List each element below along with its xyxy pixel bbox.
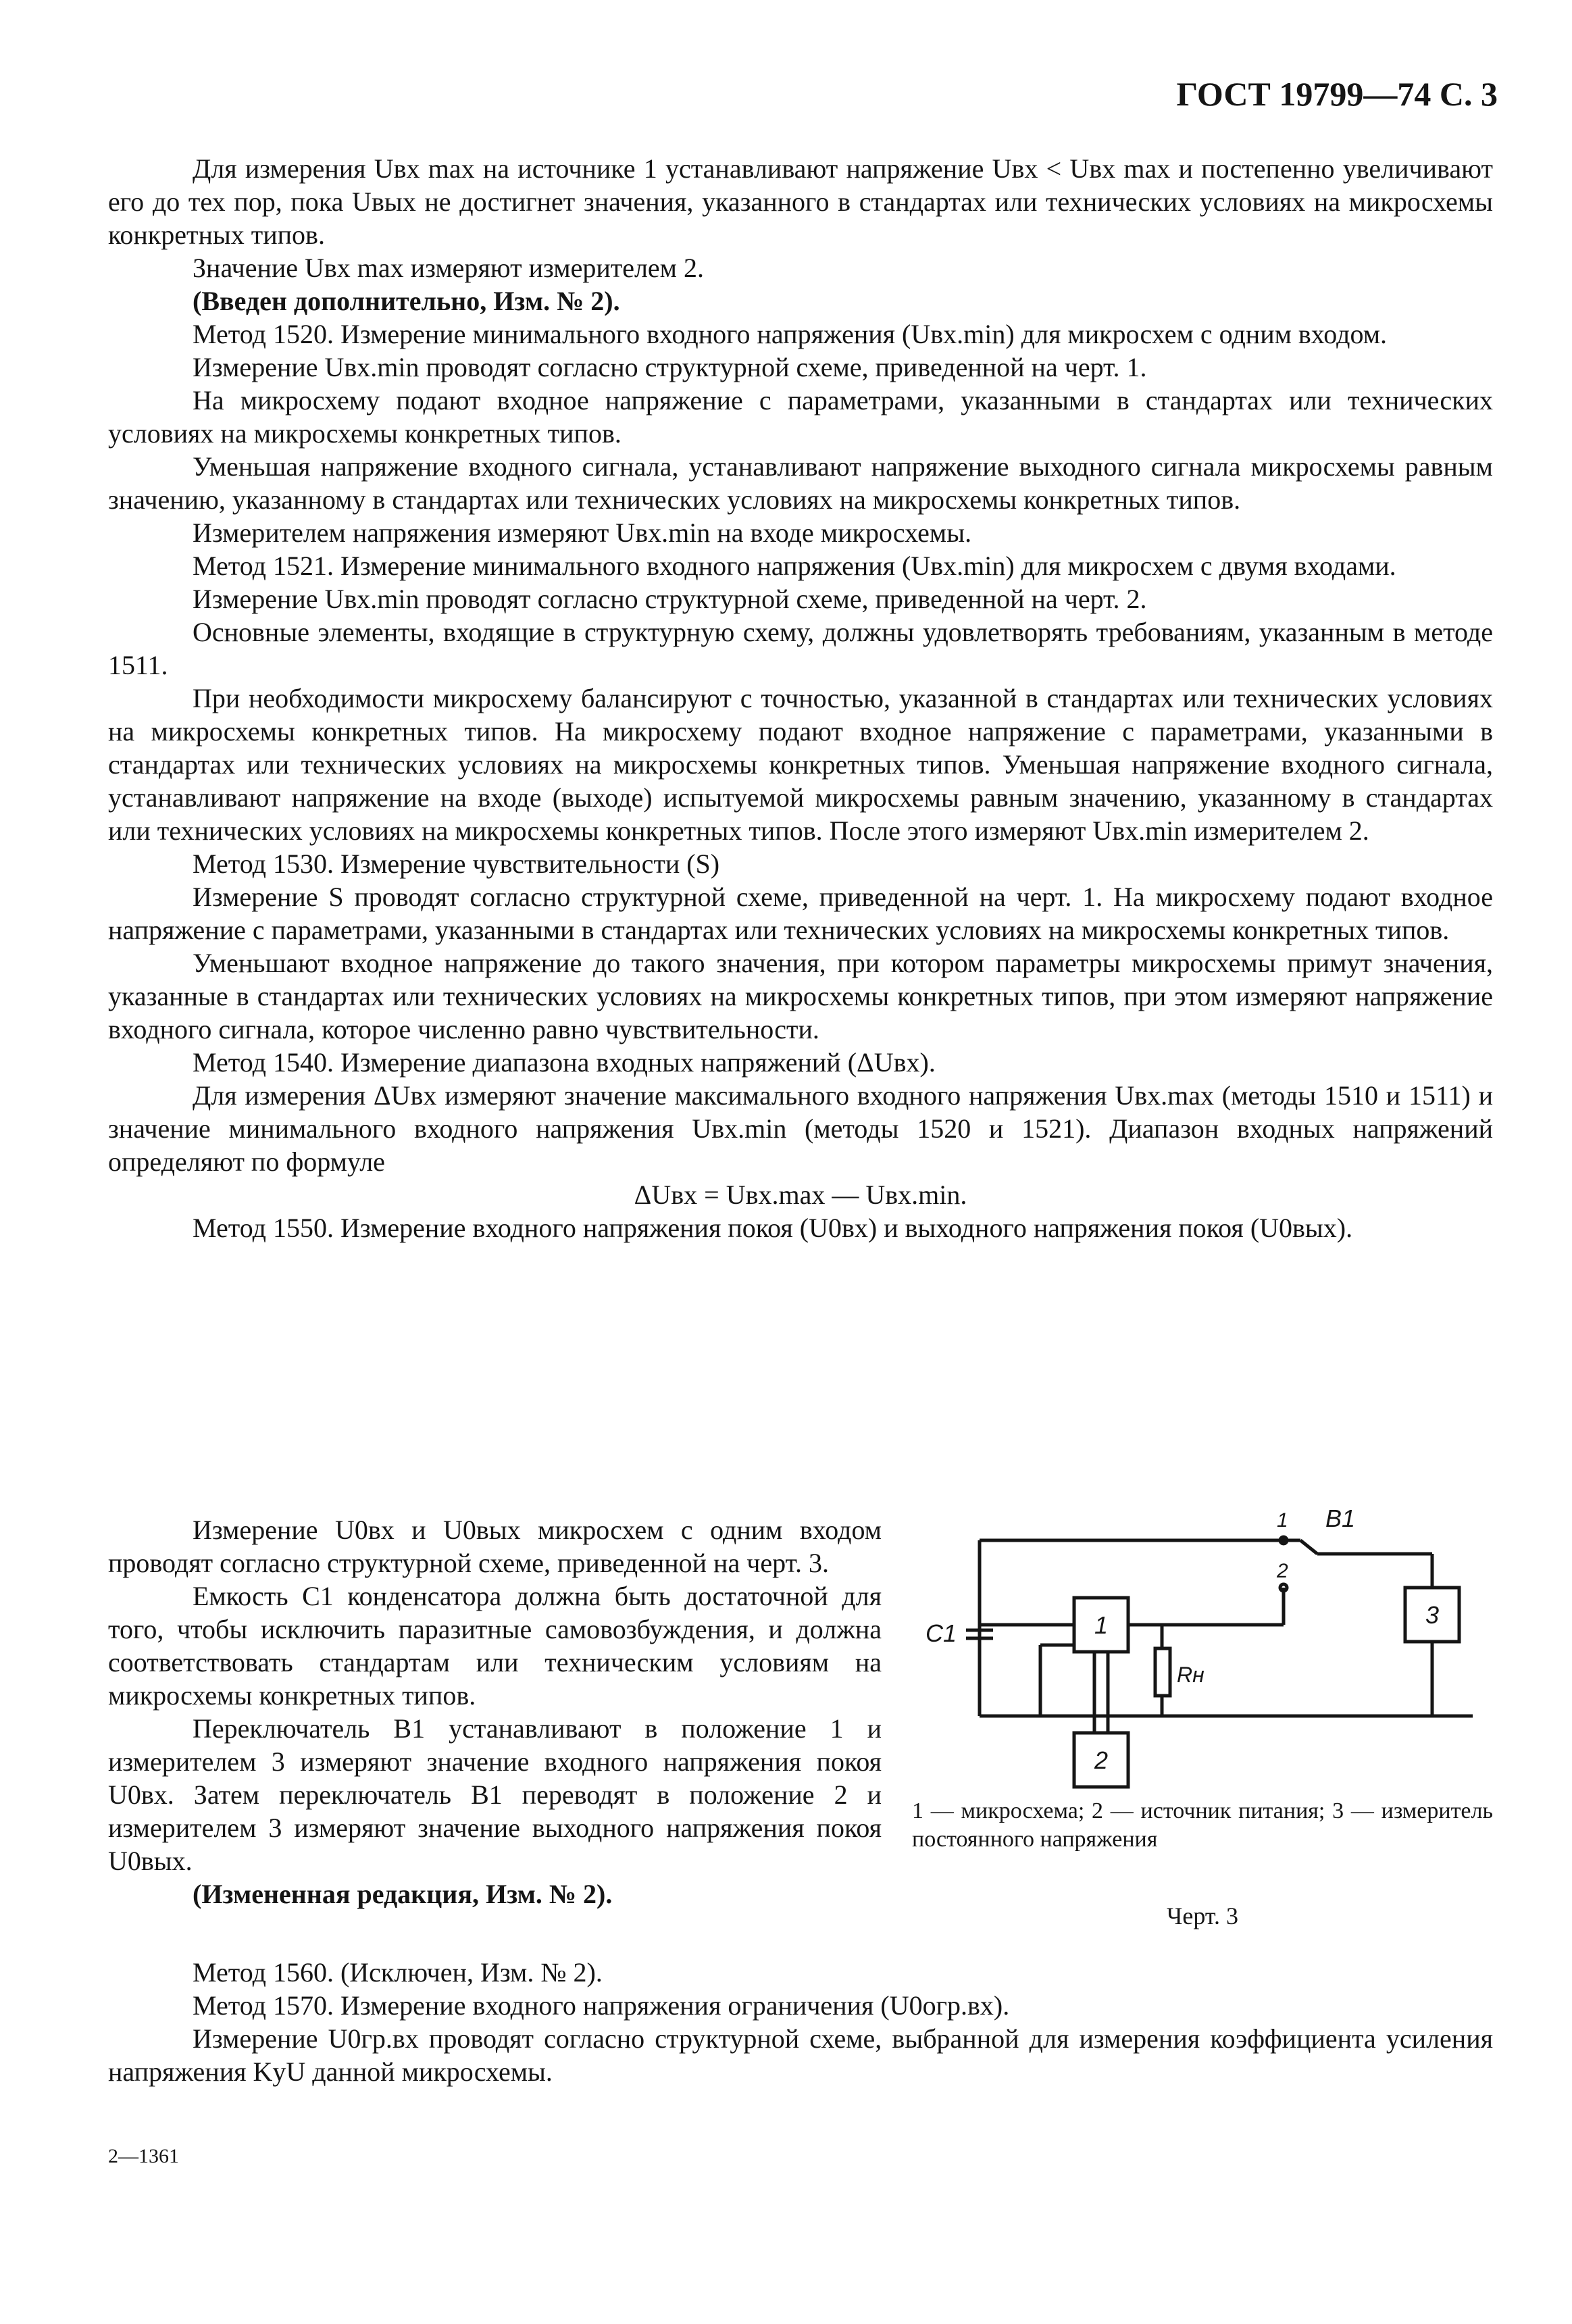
method-1550-heading: Метод 1550. Измерение входного напряжения покоя (U0вх) и выходного напряжения покоя (U0вых). [193, 1213, 1353, 1243]
paragraph: Измерение U0гр.вх проводят согласно структурной схеме, выбранной для измерения коэффициента усиления напряжения KyU данной микросхемы. [108, 2023, 1493, 2087]
paragraph: Измерение S проводят согласно структурной схеме, приведенной на черт. 1. На микросхему подают входное напряжение с параметрами, указанными в стандартах или технических условиях на микросхемы конкретных типов. [108, 882, 1493, 945]
block1-label: 1 [1094, 1611, 1109, 1639]
paragraph: Для измерения Uвх max на источнике 1 устанавливают напряжение Uвх < Uвх max и постепенно увеличивают его до тех пор, пока Uвых не достигнет значения, указанного в стандартах или технических условиях на микросхемы конкретных типов. [108, 153, 1493, 250]
paragraph: Уменьшая напряжение входного сигнала, устанавливают напряжение выходного сигнала микросхемы равным значению, указанному в стандартах или технических условиях на микросхемы конкретных типов. [108, 451, 1493, 515]
paragraph: Значение Uвх max измеряют измерителем 2. [193, 253, 704, 283]
paragraph: Измерение U0вх и U0вых микросхем с одним входом проводят согласно структурной схеме, приведенной на черт. 3. [108, 1515, 882, 1578]
switch-label: B1 [1325, 1510, 1356, 1532]
paragraph: Измерение Uвх.min проводят согласно структурной схеме, приведенной на черт. 1. [193, 352, 1147, 382]
method-1540-heading: Метод 1540. Измерение диапазона входных напряжений (ΔUвх). [193, 1047, 936, 1078]
paragraph: Для измерения ΔUвх измеряют значение максимального входного напряжения Uвх.max (методы 1510 и 1511) и значение минимального входного напряжения Uвх.min (методы 1520 и 1521). Диапазон входных напряжений определяют по формуле [108, 1080, 1493, 1177]
paragraph: Измерение Uвх.min проводят согласно структурной схеме, приведенной на черт. 2. [193, 584, 1147, 614]
method-1521-heading: Метод 1521. Измерение минимального входного напряжения (Uвх.min) для микросхем с двумя входами. [193, 551, 1396, 581]
paragraph: Измерителем напряжения измеряют Uвх.min на входе микросхемы. [193, 517, 972, 548]
method-1570-heading: Метод 1570. Измерение входного напряжения ограничения (U0огр.вх). [193, 1990, 1010, 2021]
method-1530-heading: Метод 1530. Измерение чувствительности (S) [193, 849, 720, 879]
formula: ΔUвх = Uвх.max — Uвх.min. [634, 1180, 967, 1210]
amendment-note: (Введен дополнительно, Изм. № 2). [193, 286, 620, 316]
switch-pos1-label: 1 [1277, 1510, 1288, 1532]
body-text-bottom [108, 1956, 1493, 2088]
figure-caption: Черт. 3 [1167, 1902, 1238, 1929]
footer-code: 2—1361 [108, 2145, 179, 2167]
paragraph: На микросхему подают входное напряжение с параметрами, указанными в стандартах или технических условиях на микросхемы конкретных типов. [108, 385, 1493, 449]
paragraph: Основные элементы, входящие в структурную схему, должны удовлетворять требованиям, указанным в методе 1511. [108, 617, 1493, 680]
method-1560-heading: Метод 1560. (Исключен, Изм. № 2). [193, 1957, 603, 1988]
paragraph: Уменьшают входное напряжение до такого значения, при котором параметры микросхемы примут значения, указанные в стандартах или технических условиях на микросхемы конкретных типов, при этом измеряют напряжение входного сигнала, которое численно равно чувствительности. [108, 948, 1493, 1044]
amendment-note: (Измененная редакция, Изм. № 2). [193, 1879, 613, 1909]
block2-label: 2 [1094, 1746, 1109, 1774]
page-header: ГОСТ 19799—74 С. 3 [1176, 75, 1498, 113]
block3-label: 3 [1425, 1601, 1440, 1629]
body-text-top [108, 152, 1493, 1244]
resistor-label: Rн [1177, 1663, 1205, 1687]
method-1520-heading: Метод 1520. Измерение минимального входного напряжения (Uвх.min) для микросхем с одним входом. [193, 319, 1388, 349]
paragraph: Переключатель B1 устанавливают в положение 1 и измерителем 3 измеряют значение входного напряжения покоя U0вх. Затем переключатель B1 переводят в положение 2 и измерителем 3 измеряют значение выходного напряжения покоя U0вых. [108, 1713, 882, 1876]
body-text-left [108, 1513, 882, 1911]
switch-pos2-label: 2 [1277, 1560, 1288, 1582]
circuit-svg [912, 1510, 1506, 1794]
figure-legend: 1 — микросхема; 2 — источник питания; 3 — измеритель постоянного напряжения [912, 1798, 1493, 1852]
paragraph: При необходимости микросхему балансируют с точностью, указанной в стандартах или технических условиях на микросхемы конкретных типов. На микросхему подают входное напряжение с параметрами, указанными в стандартах или технических условиях на микросхемы конкретных типов. Уменьшая напряжение входного сигнала, устанавливают напряжение на входе (выходе) испытуемой микросхемы равным значению, указанному в стандартах или технических условиях на микросхемы конкретных типов. После этого измеряют Uвх.min измерителем 2. [108, 683, 1493, 846]
capacitor-label: C1 [926, 1619, 957, 1647]
paragraph: Емкость C1 конденсатора должна быть достаточной для того, чтобы исключить паразитные самовозбуждения, и должна соответствовать стандартам или техническим условиям на микросхемы конкретных типов. [108, 1581, 882, 1711]
circuit-diagram [912, 1510, 1506, 1942]
